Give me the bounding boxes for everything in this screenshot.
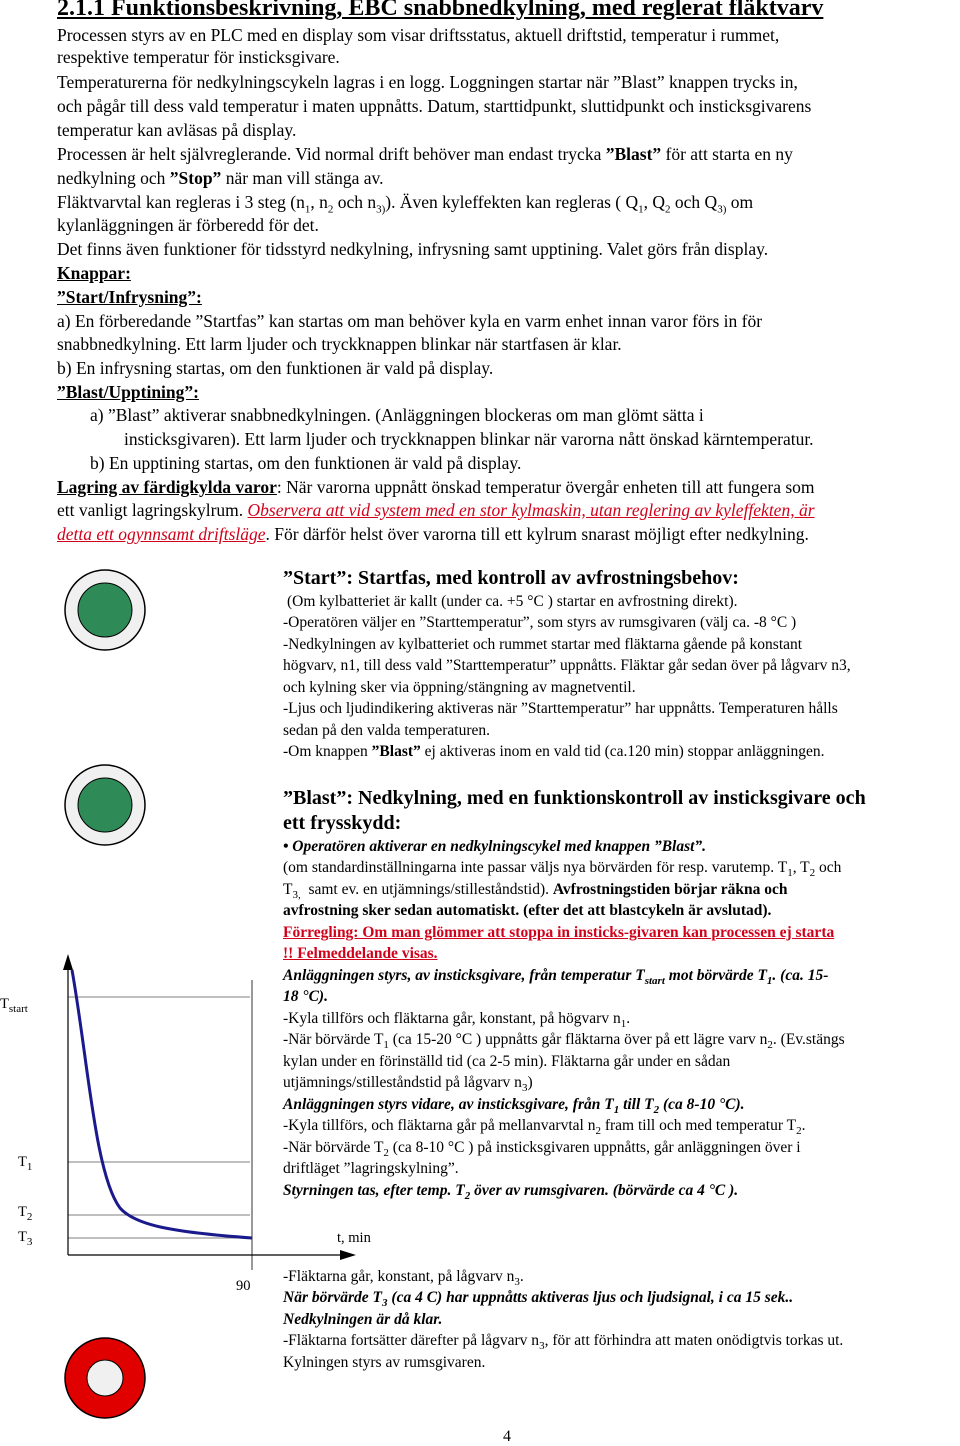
blast-warning-1: Förregling: Om man glömmer att stoppa in insticks-givaren kan processen ej starta <box>283 924 835 941</box>
blast-line-4: -Kyla tillförs och fläktarna går, konstant, på högvarv $n_1$. <box>283 1010 631 1031</box>
label-t1: $T_1$ <box>18 1154 33 1173</box>
blast-line-10: driftläget ”lagringskylning”. <box>283 1160 459 1177</box>
intro-line-4: och pågår till dess vald temperatur i maten uppnåtts. Datum, starttidpunkt, sluttidpunkt och insticksgivarens <box>57 96 812 116</box>
blast-section-title-2: ett frysskydd: <box>283 812 402 834</box>
blast-line-2: $T_{3,}$ samt ev. en utjämnings/stilleståndstid). Avfrostningstiden börjar räkna och <box>283 881 788 902</box>
temperature-curve <box>72 970 252 1238</box>
label-t-start: $T_{start}$ <box>0 996 28 1015</box>
blast-italic-2: 18 °C). <box>283 988 328 1005</box>
end-italic-2: Nedkylningen är då klar. <box>283 1311 443 1328</box>
start-item-a-1: a) En förberedande ”Startfas” kan startas om man behöver kyla en varm enhet innan varor förs in för <box>57 311 763 331</box>
blast-item-a-2: insticksgivaren). Ett larm ljuder och tryckknappen blinkar när varorna nått önskad kärntemperatur. <box>124 429 814 449</box>
paragraph-fan-speed-2: kylanläggningen är förberedd för det. <box>57 215 319 235</box>
page-number: 4 <box>503 1428 511 1445</box>
paragraph-fan-speed: Fläktvarvtal kan regleras i 3 steg ($n_1$, $n_2$ och $n_{3)}$). Även kyleffekten kan regleras ( $Q_1$, $Q_2$ och $Q_{3)}$ om <box>57 192 754 216</box>
lagring-line-2: ett vanligt lagringskylrum. Observera att vid system med en stor kylmaskin, utan reglering av kyleffekten, är <box>57 500 815 520</box>
blast-line-1: (om standardinställningarna inte passar väljs nya börvärden för resp. varutemp. $T_1$, $T_2$ och <box>283 859 842 880</box>
blast-item-a-1: a) ”Blast” aktiverar snabbnedkylningen. (Anläggningen blockeras om man glömt sätta i <box>90 405 704 425</box>
blast-warning-2: !! Felmeddelande visas. <box>283 945 438 962</box>
start-button-indicator <box>60 565 150 655</box>
blast-line-3: avfrostning sker sedan automatiskt. (efter det att blastcykeln är avslutad). <box>283 902 772 919</box>
label-t3: $T_3$ <box>18 1229 33 1248</box>
blast-line-5: -När börvärde $T_1$ (ca 15-20 °C ) uppnåtts går fläktarna över på ett lägre varv $n_2$. (Ev.stängs <box>283 1031 845 1052</box>
blast-bullet: • Operatören aktiverar en nedkylningscykel med knappen ”Blast”. <box>283 838 707 855</box>
start-line-2: -Operatören väljer en ”Starttemperatur”, som styrs av rumsgivaren (välj ca. -8 °C ) <box>283 614 797 631</box>
section-buttons-title: Knappar: <box>57 263 131 283</box>
blast-line-8: -Kyla tillförs, och fläktarna går på mellanvarvtal $n_2$ fram till och med temperatur $T_2$. <box>283 1117 806 1138</box>
intro-line-3: Temperaturerna för nedkylningscykeln lagras i en logg. Loggningen startar när ”Blast” knappen trycks in, <box>57 72 798 92</box>
start-line-7: sedan på den valda temperaturen. <box>283 722 491 739</box>
start-section-title: ”Start”: Startfas, med kontroll av avfrostningsbehov: <box>283 567 739 589</box>
start-line-6: -Ljus och ljudindikering aktiveras när ”Starttemperatur” har uppnåtts. Temperaturen hålls <box>283 700 838 717</box>
blast-item-b: b) En upptining startas, om den funktionen är vald på display. <box>90 453 522 473</box>
x-tick-90: 90 <box>236 1278 251 1294</box>
blast-italic-3: Anläggningen styrs vidare, av insticksgivare, från $T_1$ till $T_2$ (ca 8-10 °C). <box>283 1096 745 1117</box>
end-line-3: Kylningen styrs av rumsgivaren. <box>283 1354 486 1371</box>
start-line-4: högvarv, n1, till dess vald ”Starttemperatur” uppnåtts. Fläktar går sedan över på lågvarv n3, <box>283 657 851 674</box>
start-infrysning-title: ”Start/Infrysning”: <box>57 287 202 307</box>
x-axis-label: t, min <box>337 1230 371 1246</box>
lagring-line-1: Lagring av färdigkylda varor: När varorna uppnått önskad temperatur övergår enheten till att fungera som <box>57 477 815 497</box>
blast-section-title-1: ”Blast”: Nedkylning, med en funktionskontroll av insticksgivare och <box>283 787 866 809</box>
start-line-5: och kylning sker via öppning/stängning av magnetventil. <box>283 679 636 696</box>
paragraph-self-regulating: Processen är helt självreglerande. Vid normal drift behöver man endast trycka ”Blast” för att starta en ny <box>57 144 793 164</box>
paragraph-stop: nedkylning och ”Stop” när man vill stänga av. <box>57 168 384 188</box>
x-axis-arrow <box>340 1250 356 1260</box>
paragraph-functions: Det finns även funktioner för tidsstyrd nedkylning, infrysning samt upptining. Valet görs från display. <box>57 239 769 259</box>
start-line-8: -Om knappen ”Blast” ej aktiveras inom en vald tid (ca.120 min) stoppar anläggningen. <box>283 743 825 760</box>
y-axis-arrow <box>63 954 73 970</box>
start-item-b: b) En infrysning startas, om den funktionen är vald på display. <box>57 358 494 378</box>
blast-line-6: kylan under en förinställd tid (ca 2-5 min). Fläktarna går under en sådan <box>283 1053 731 1070</box>
lagring-line-3: detta ett ogynnsamt driftsläge. För därför helst över varorna till ett kylrum snarast möjligt efter nedkylning. <box>57 524 809 544</box>
end-line-1: -Fläktarna går, konstant, på lågvarv $n_3$. <box>283 1268 524 1289</box>
start-item-a-2: snabbnedkylning. Ett larm ljuder och tryckknappen blinkar när startfasen är klar. <box>57 334 622 354</box>
blast-line-9: -När börvärde $T_2$ (ca 8-10 °C ) på insticksgivaren uppnåtts, går anläggningen över i <box>283 1139 801 1160</box>
blast-italic-1: Anläggningen styrs, av insticksgivare, från temperatur $T_{start}$ mot börvärde $T_1$. (ca. 15- <box>283 967 829 988</box>
stop-button-indicator <box>60 1333 150 1423</box>
blast-italic-4: Styrningen tas, efter temp. $T_2$ över av rumsgivaren. (börvärde ca 4 °C ). <box>283 1182 739 1203</box>
intro-line-1: Processen styrs av en PLC med en display som visar driftsstatus, aktuell driftstid, temperatur i rummet, <box>57 25 780 45</box>
blast-upptining-title: ”Blast/Upptining”: <box>57 382 199 402</box>
intro-line-2: respektive temperatur för insticksgivare. <box>57 47 340 67</box>
end-line-2: -Fläktarna fortsätter därefter på lågvarv $n_3$, för att förhindra att maten onödigtvis torkas ut. <box>283 1332 844 1353</box>
intro-line-5: temperatur kan avläsas på display. <box>57 120 297 140</box>
start-line-3: -Nedkylningen av kylbatteriet och rummet startar med fläktarna gående på konstant <box>283 636 803 653</box>
label-t2: $T_2$ <box>18 1204 33 1223</box>
page-heading: 2.1.1 Funktionsbeskrivning, EBC snabbnedkylning, med reglerat fläktvarv <box>57 0 824 21</box>
end-italic-1: När börvärde $T_3$ (ca 4 C) har uppnåtts aktiveras ljus och ljudsignal, i ca 15 sek.. <box>283 1289 794 1310</box>
blast-button-indicator <box>60 760 150 850</box>
start-line-1: (Om kylbatteriet är kallt (under ca. +5 °C ) startar en avfrostning direkt). <box>287 593 738 610</box>
blast-line-7: utjämnings/stilleståndstid på lågvarv $n_3$) <box>283 1074 533 1095</box>
